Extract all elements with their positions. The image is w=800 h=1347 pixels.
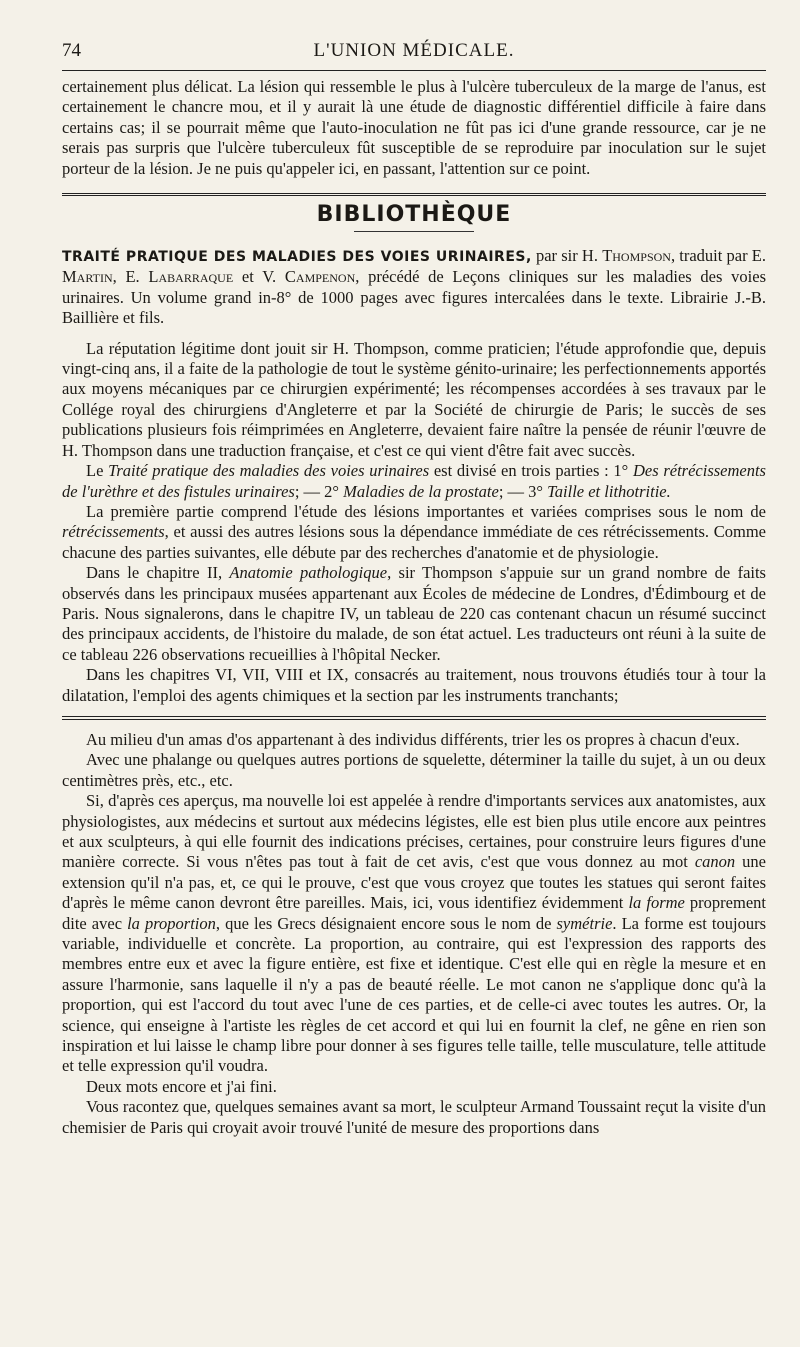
book-title: TRAITÉ PRATIQUE DES MALADIES DES VOIES URINAIRES, <box>62 249 532 266</box>
translator-name: Martin <box>62 267 113 287</box>
review-paragraph: La première partie comprend l'étude des lésions importantes et variées comprises sous le nom de rétrécissements, et aussi des autres lésions sous la dépendance immédiate de ces rétrécissements. Comme chacune des parties suivantes, elle débute par des recherches d'anatomie et de physiologie. <box>62 501 766 562</box>
feuilleton-paragraph: Vous racontez que, quelques semaines avant sa mort, le sculpteur Armand Toussaint reçut la visite d'un chemisier de Paris qui croyait avoir trouvé l'unité de mesure des proportions dans <box>62 1097 766 1137</box>
section-title: BIBLIOTHÈQUE <box>316 202 512 228</box>
running-title: L'UNION MÉDICALE. <box>313 40 515 61</box>
translator-name: Campenon <box>284 267 356 287</box>
page-number: 74 <box>62 40 81 61</box>
section-double-rule <box>62 193 766 196</box>
author-name: Thompson <box>602 246 671 266</box>
book-entry-citation: TRAITÉ PRATIQUE DES MALADIES DES VOIES URINAIRES, par sir H. Thompson, traduit par E. Martin, E. Labarraque et V. Campenon, précédé de Leçons cliniques sur les maladies des voies urinaires. Un volume grand in-8° de 1000 pages avec figures intercalées dans le texte. Librairie J.-B. Baillière et fils. <box>62 246 767 328</box>
review-paragraph: Le Traité pratique des maladies des voies urinaires est divisé en trois parties : 1° Des rétrécissements de l'urèthre et des fistules urinaires; — 2° Maladies de la prostate; — 3° Taille et lithotritie. <box>62 461 766 501</box>
feuilleton-paragraph: Au milieu d'un amas d'os appartenant à des individus différents, trier les os propres à chacun d'eux. <box>86 729 740 749</box>
review-paragraph: Dans les chapitres VI, VII, VIII et IX, consacrés au traitement, nous trouvons étudiés tour à tour la dilatation, l'emploi des agents chimiques et la section par les instruments tranchants; <box>62 665 766 705</box>
feuilleton-double-rule <box>62 716 766 720</box>
review-paragraph: La réputation légitime dont jouit sir H. Thompson, comme praticien; l'étude approfondie que, depuis vingt-cinq ans, il a faite de la pathologie de tout le système génito-urinaire; les perfectionnements apportés aux moyens mécaniques par ce chirurgien expérimenté; les récompenses accordées à ses travaux par le Collége royal des chirurgiens d'Angleterre et par la Société de chirurgie de Paris; le succès de ses publications plusieurs fois réimprimées en Angleterre, devaient faire naître la pensée de réunir l'œuvre de H. Thompson dans une traduction française, et c'est ce qui vient d'être fait avec succès. <box>62 338 766 460</box>
book-entry <box>62 246 766 329</box>
feuilleton-separator <box>62 716 766 720</box>
feuilleton-paragraph: Deux mots encore et j'ai fini. <box>86 1076 277 1096</box>
intro-paragraph: certainement plus délicat. La lésion qui ressemble le plus à l'ulcère tuberculeux de la marge de l'anus, est certainement le chancre mou, et il y aurait là une étude de diagnostic différentiel difficile à faire dans certains cas; il se pourrait même que l'auto-inoculation ne fût pas ici d'une grande ressource, car je ne serais pas surpris que l'ulcère tuberculeux fût susceptible de se reproduire par inoculation sur le sujet porteur de la lésion. Je ne puis qu'appeler ici, en passant, l'attention sur ce point. <box>62 77 766 178</box>
header-rule <box>62 70 766 71</box>
feuilleton-paragraph: Si, d'après ces aperçus, ma nouvelle loi est appelée à rendre d'importants services aux anatomistes, aux physiologistes, aux médecins et surtout aux médecins légistes, elle est bien plus utile encore aux peintres et aux sculpteurs, à qui elle fournit des indications précises, certaines, pour construire leurs figures d'une manière correcte. Si vous n'êtes pas tout à fait de cet avis, c'est que vous donnez au mot canon une extension qu'il n'a pas, et, ce qui le prouve, c'est que vous croyez que toutes les statues qui seront faites d'après le même canon devront être pareilles. Mais, ici, vous identifiez évidemment la forme proprement dite avec la proportion, que les Grecs désignaient encore sous le nom de symétrie. La forme est toujours variable, individuelle et concrète. La proportion, au contraire, qui est l'expression des rapports des membres entre eux et avec la figure entière, est fixe et identique. C'est elle qui en règle la mesure et en assure l'harmonie, sans laquelle il n'y a pas de beauté réelle. Le mot canon ne s'applique donc qu'à la proportion, qui est l'accord du tout avec l'une de ces parties, et de celle-ci avec toutes les autres. Or, la science, qui enseigne à l'artiste les règles de cet accord et qui lui en fournit la clef, ne gêne en rien son inspiration et lui laisse le champ libre pour donner à ses figures telle taille, telle musculature, telle attitude et telle expression qu'il voudra. <box>62 791 766 1076</box>
page-header <box>62 40 766 66</box>
translator-name: Labarraque <box>148 267 234 287</box>
section-title-underline <box>354 231 474 232</box>
feuilleton-paragraph: Avec une phalange ou quelques autres portions de squelette, déterminer la taille du sujet, à un ou deux centimètres près, etc., etc. <box>62 750 766 790</box>
review-paragraph: Dans le chapitre II, Anatomie pathologique, sir Thompson s'appuie sur un grand nombre de faits observés dans les principaux musées appartenant aux Écoles de médecine de Londres, d'Édimbourg et de Paris. Nous signalerons, dans le chapitre IV, un tableau de 220 cas contenant chacun un résumé succinct des principaux accidents, de l'histoire du malade, de son état actuel. Les traducteurs ont réuni à la suite de ce tableau 226 observations recueillies à l'hôpital Necker. <box>62 563 766 664</box>
section-divider <box>62 193 766 196</box>
